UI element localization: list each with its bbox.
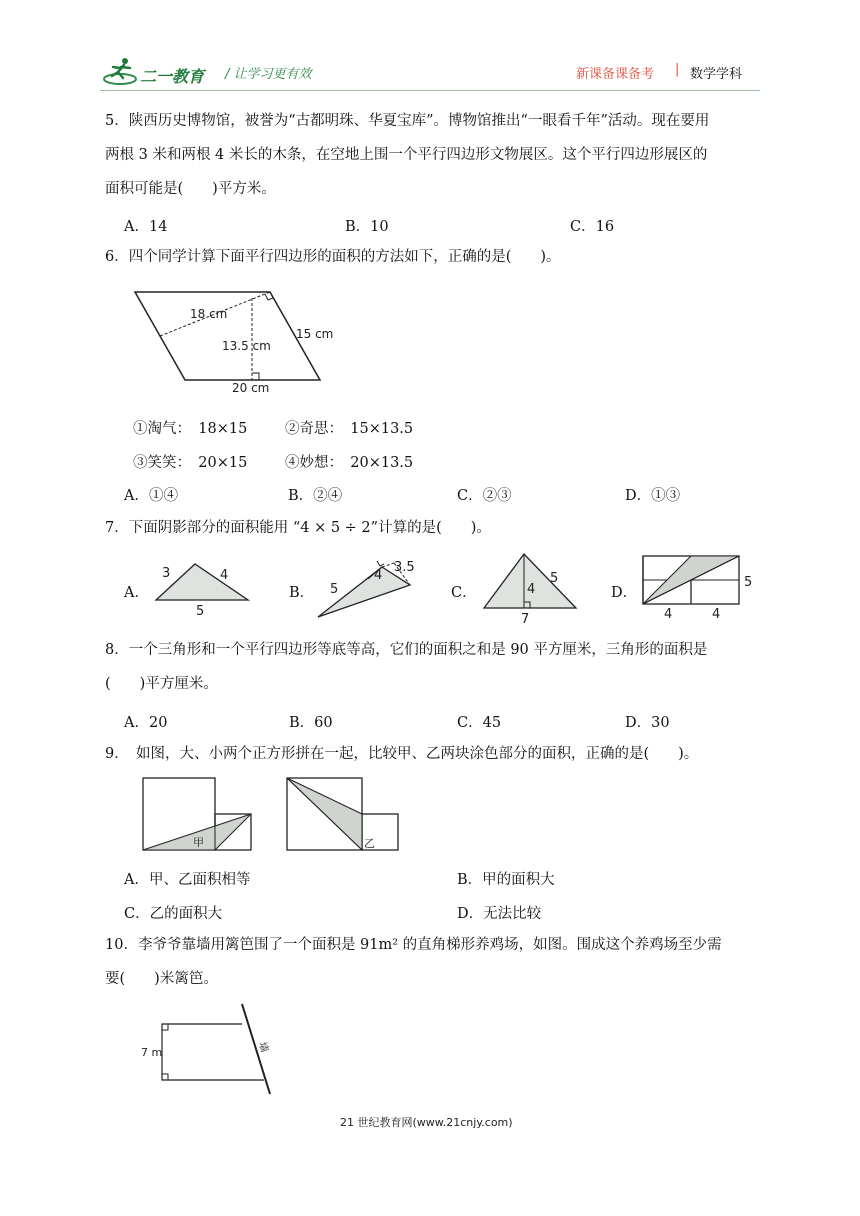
q5-line1: 5．陕西历史博物馆，被誉为“古都明珠、华夏宝库”。博物馆推出“一眼看千年”活动。现在要用 — [105, 113, 710, 129]
q6-label-18: 18 cm — [190, 307, 228, 321]
q7-figure-d — [640, 552, 760, 622]
q6-method-1: ①淘气： 18×15 — [133, 421, 248, 437]
q9-option-a: A．甲、乙面积相等 — [124, 872, 251, 888]
q6-parallelogram-figure — [130, 284, 340, 396]
q9-figure-jia — [140, 775, 260, 855]
q9-figure-yi — [284, 775, 409, 855]
q7-figure-a — [150, 558, 255, 618]
q7-option-b: B． — [289, 585, 315, 601]
header-divider — [100, 90, 760, 91]
q8-option-a: A．20 — [124, 715, 168, 731]
q6-label-15: 15 cm — [296, 327, 334, 341]
header-course-label: 新课备课备考 — [576, 67, 655, 82]
q10-line1: 10．李爷爷靠墙用篱笆围了一个面积是 91m² 的直角梯形养鸡场，如图。围成这个养鸡场至少需 — [105, 937, 722, 953]
q5-option-a: A．14 — [124, 219, 168, 235]
q6-label-13-5: 13.5 cm — [222, 339, 271, 353]
footer-source: 21 世纪教育网(www.21cnjy.com) — [340, 1116, 513, 1129]
q6-method-3: ③笑笑： 20×15 — [133, 455, 248, 471]
q6-option-a: A．①④ — [124, 488, 178, 504]
q5-option-b: B．10 — [345, 219, 389, 235]
q8-option-d: D．30 — [625, 715, 670, 731]
header-separator: | — [675, 62, 680, 77]
q5-line2: 两根 3 米和两根 4 米长的木条，在空地上围一个平行四边形文物展区。这个平行四边形展区的 — [105, 147, 708, 163]
q8-option-c: C．45 — [457, 715, 502, 731]
q6-stem: 6．四个同学计算下面平行四边形的面积的方法如下，正确的是( )。 — [105, 249, 561, 265]
q7-option-a: A． — [124, 585, 149, 601]
q6-method-4: ④妙想： 20×13.5 — [285, 455, 414, 471]
q7-figure-b — [312, 555, 422, 621]
svg-text:7 m: 7 m — [141, 1046, 163, 1059]
q7-figure-c — [480, 550, 580, 626]
q6-option-d: D．①③ — [625, 488, 681, 504]
svg-text:3: 3 — [162, 566, 171, 581]
q7-option-d: D． — [611, 585, 638, 601]
q7-stem: 7．下面阴影部分的面积能用 “4 × 5 ÷ 2”计算的是( )。 — [105, 520, 491, 536]
q8-line2: ( )平方厘米。 — [105, 676, 218, 692]
q8-line1: 8．一个三角形和一个平行四边形等底等高，它们的面积之和是 90 平方厘米，三角形的面积是 — [105, 642, 708, 658]
svg-text:5: 5 — [744, 575, 753, 590]
q8-option-b: B．60 — [289, 715, 333, 731]
header-slogan: / 让学习更有效 — [225, 67, 312, 82]
logo-runner-icon — [103, 56, 139, 86]
svg-text:5: 5 — [196, 604, 205, 618]
q6-option-c: C．②③ — [457, 488, 512, 504]
svg-text:3.5: 3.5 — [394, 560, 415, 575]
svg-text:墙: 墙 — [256, 1040, 270, 1054]
svg-text:5: 5 — [550, 571, 559, 586]
q6-label-20: 20 cm — [232, 381, 270, 395]
header — [0, 0, 860, 95]
logo-text: 二一教育 — [140, 67, 205, 86]
q9-stem: 9． 如图，大、小两个正方形拼在一起，比较甲、乙两块涂色部分的面积，正确的是( )。 — [105, 746, 699, 762]
q6-method-2: ②奇思： 15×13.5 — [285, 421, 414, 437]
q10-trapezoid-figure — [138, 1000, 288, 1100]
q5-option-c: C．16 — [570, 219, 615, 235]
svg-text:4: 4 — [664, 607, 673, 622]
svg-text:5: 5 — [330, 582, 339, 597]
header-subject-label: 数学学科 — [690, 67, 743, 82]
q9-option-b: B．甲的面积大 — [457, 872, 555, 888]
q6-option-b: B．②④ — [288, 488, 343, 504]
svg-text:4: 4 — [374, 568, 383, 583]
q9-option-c: C．乙的面积大 — [124, 906, 223, 922]
svg-text:甲: 甲 — [193, 836, 204, 849]
svg-text:4: 4 — [712, 607, 721, 622]
q7-option-c: C． — [451, 585, 477, 601]
q10-line2: 要( )米篱笆。 — [105, 971, 218, 987]
svg-text:4: 4 — [220, 568, 229, 583]
svg-text:4: 4 — [527, 582, 536, 597]
svg-text:乙: 乙 — [364, 837, 375, 850]
q9-option-d: D．无法比较 — [457, 906, 542, 922]
svg-text:7: 7 — [521, 612, 530, 626]
q5-line3: 面积可能是( )平方米。 — [105, 181, 276, 197]
